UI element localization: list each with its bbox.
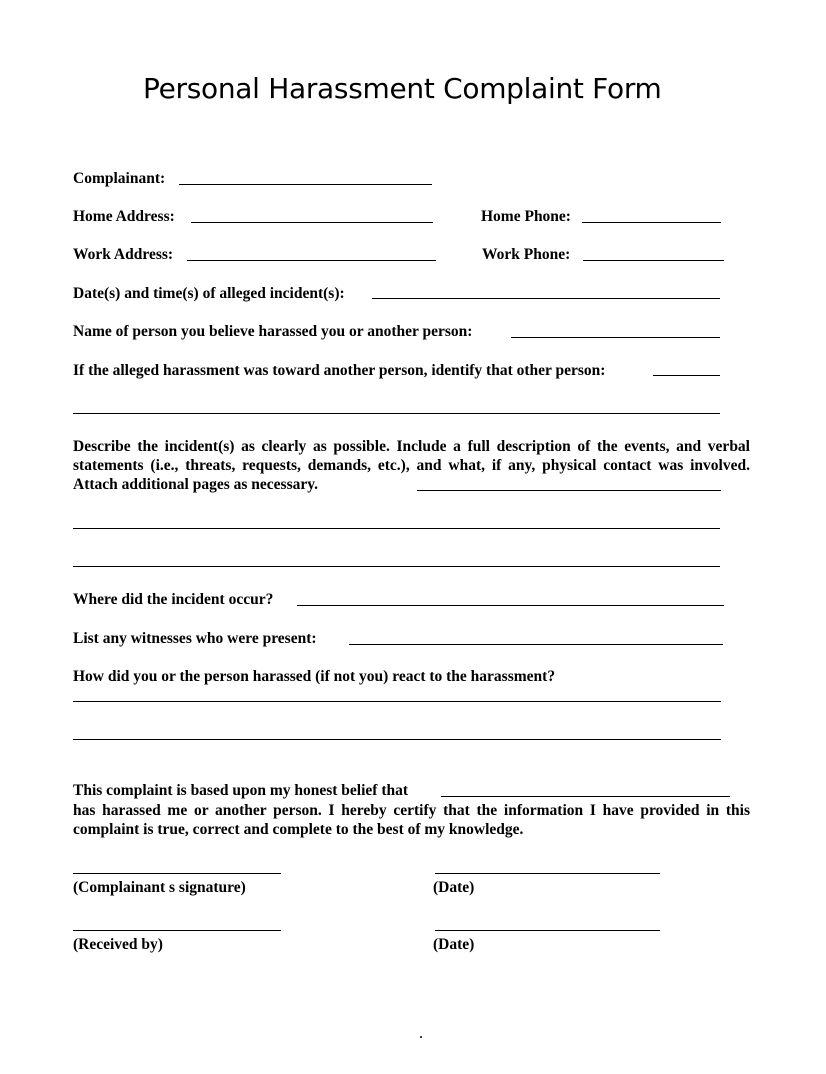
witnesses-field[interactable] (349, 644, 723, 645)
where-field[interactable] (297, 605, 724, 606)
received-date-label: (Date) (433, 936, 475, 953)
certify-text-1: This complaint is based upon my honest belief that (73, 782, 409, 799)
page-dot (420, 1036, 422, 1038)
react-field-line-2[interactable] (73, 739, 721, 740)
describe-field-line-3[interactable] (73, 566, 720, 567)
complainant-signature-field[interactable] (73, 873, 281, 874)
work-phone-field[interactable] (583, 260, 724, 261)
page-title: Personal Harassment Complaint Form (143, 72, 662, 105)
react-field[interactable] (73, 701, 721, 702)
home-phone-field[interactable] (582, 222, 721, 223)
complainant-label: Complainant: (73, 170, 166, 187)
complainant-date-label: (Date) (433, 879, 475, 896)
witnesses-label: List any witnesses who were present: (73, 630, 317, 647)
describe-field-line-2[interactable] (73, 528, 720, 529)
other-person-field-line-2[interactable] (73, 413, 720, 414)
harasser-name-label: Name of person you believe harassed you or another person: (73, 323, 473, 340)
complainant-field[interactable] (179, 184, 432, 185)
dates-field[interactable] (372, 298, 720, 299)
dates-label: Date(s) and time(s) of alleged incident(s): (73, 285, 345, 302)
describe-instructions (73, 437, 750, 494)
harasser-name-field[interactable] (511, 337, 720, 338)
work-address-field[interactable] (187, 260, 436, 261)
accused-name-field[interactable] (441, 796, 730, 797)
where-label: Where did the incident occur? (73, 591, 274, 608)
received-date-field[interactable] (435, 930, 660, 931)
work-phone-label: Work Phone: (482, 246, 571, 263)
home-phone-label: Home Phone: (481, 208, 571, 225)
complainant-date-field[interactable] (435, 873, 660, 874)
received-by-signature-field[interactable] (73, 930, 281, 931)
home-address-label: Home Address: (73, 208, 175, 225)
complainant-signature-label: (Complainant s signature) (73, 879, 246, 896)
describe-text: Describe the incident(s) as clearly as possible. Include a full description of the events, and verbal statements (i.e., threats, requests, demands, etc.), and what, if any, physical contact was involved. Attach additional pages as necessary. (73, 438, 750, 493)
home-address-field[interactable] (191, 222, 433, 223)
certify-text-2: has harassed me or another person. I hereby certify that the information I have provided in this complaint is true, correct and complete to the best of my knowledge. (73, 802, 750, 838)
other-person-field[interactable] (653, 375, 720, 376)
react-label: How did you or the person harassed (if not you) react to the harassment? (73, 668, 556, 685)
other-person-label: If the alleged harassment was toward another person, identify that other person: (73, 362, 606, 379)
work-address-label: Work Address: (73, 246, 174, 263)
describe-field[interactable] (417, 490, 721, 491)
received-by-label: (Received by) (73, 936, 163, 953)
